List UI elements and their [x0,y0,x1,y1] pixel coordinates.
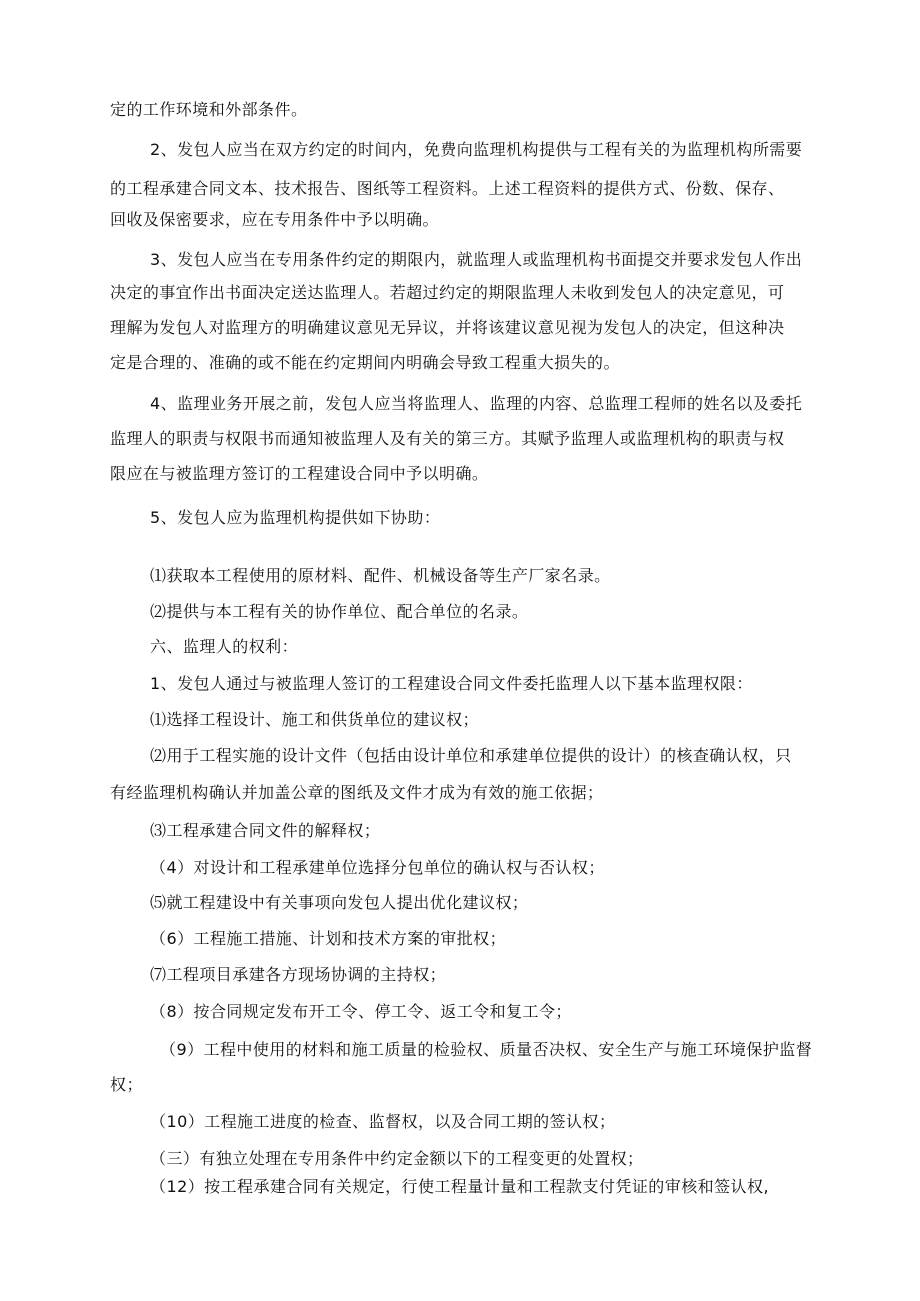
list-item: ⑵提供与本工程有关的协作单位、配合单位的名录。 [150,602,529,621]
text-line: 监理人的职责与权限书而通知被监理人及有关的第三方。其赋予监理人或监理机构的职责与权 [110,429,785,448]
text-line: 2、发包人应当在双方约定的时间内，免费向监理机构提供与工程有关的为监理机构所需要 [150,140,803,159]
text-line: 3、发包人应当在专用条件约定的期限内，就监理人或监理机构书面提交并要求发包人作出 [150,250,803,269]
list-item: （8）按合同规定发布开工令、停工令、返工令和复工令； [150,1002,572,1021]
list-item: ⑴获取本工程使用的原材料、配件、机械设备等生产厂家名录。 [150,566,611,585]
list-item: （10）工程施工进度的检查、监督权，以及合同工期的签认权； [150,1112,616,1131]
list-item: ⑸就工程建设中有关事项向发包人提出优化建议权； [150,893,529,912]
list-item: （9）工程中使用的材料和施工质量的检验权、质量否决权、安全生产与施工环境保护监督 [160,1040,813,1059]
list-item: ⑵用于工程实施的设计文件（包括由设计单位和承建单位提供的设计）的核查确认权，只 [150,746,792,765]
list-item: （三）有独立处理在专用条件中约定金额以下的工程变更的处置权； [150,1149,644,1168]
section-heading: 六、监理人的权利： [150,637,299,656]
text-line: 的工程承建合同文本、技术报告、图纸等工程资料。上述工程资料的提供方式、份数、保存、 [110,179,785,198]
list-item: （4）对设计和工程承建单位选择分包单位的确认权与否认权； [150,858,605,877]
text-line: 理解为发包人对监理方的明确建议意见无异议，并将该建议意见视为发包人的决定，但这种决 [110,318,785,337]
text-line: 1、发包人通过与被监理人签订的工程建设合同文件委托监理人以下基本监理权限： [150,674,753,693]
text-line: 4、监理业务开展之前，发包人应当将监理人、监理的内容、总监理工程师的姓名以及委托 [150,394,803,413]
text-line: 有经监理机构确认并加盖公章的图纸及文件才成为有效的施工依据； [110,783,604,802]
list-item: ⑶工程承建合同文件的解释权； [150,821,381,840]
text-line: 5、发包人应为监理机构提供如下协助： [150,508,441,527]
text-line: 权； [110,1075,143,1094]
text-line: 限应在与被监理方签订的工程建设合同中予以明确。 [110,464,489,483]
text-line: 定是合理的、准确的或不能在约定期间内明确会导致工程重大损失的。 [110,353,620,372]
text-line: 决定的事宜作出书面决定送达监理人。若超过约定的期限监理人未收到发包人的决定意见，可 [110,283,785,302]
list-item: ⑺工程项目承建各方现场协调的主持权； [150,965,447,984]
text-line: 回收及保密要求，应在专用条件中予以明确。 [110,210,440,229]
list-item: （6）工程施工措施、计划和技术方案的审批权； [150,929,507,948]
list-item: ⑴选择工程设计、施工和供货单位的建议权； [150,710,480,729]
text-line: 定的工作环境和外部条件。 [110,100,308,119]
list-item: （12）按工程承建合同有关规定，行使工程量计量和工程款支付凭证的审核和签认权, [150,1177,769,1196]
